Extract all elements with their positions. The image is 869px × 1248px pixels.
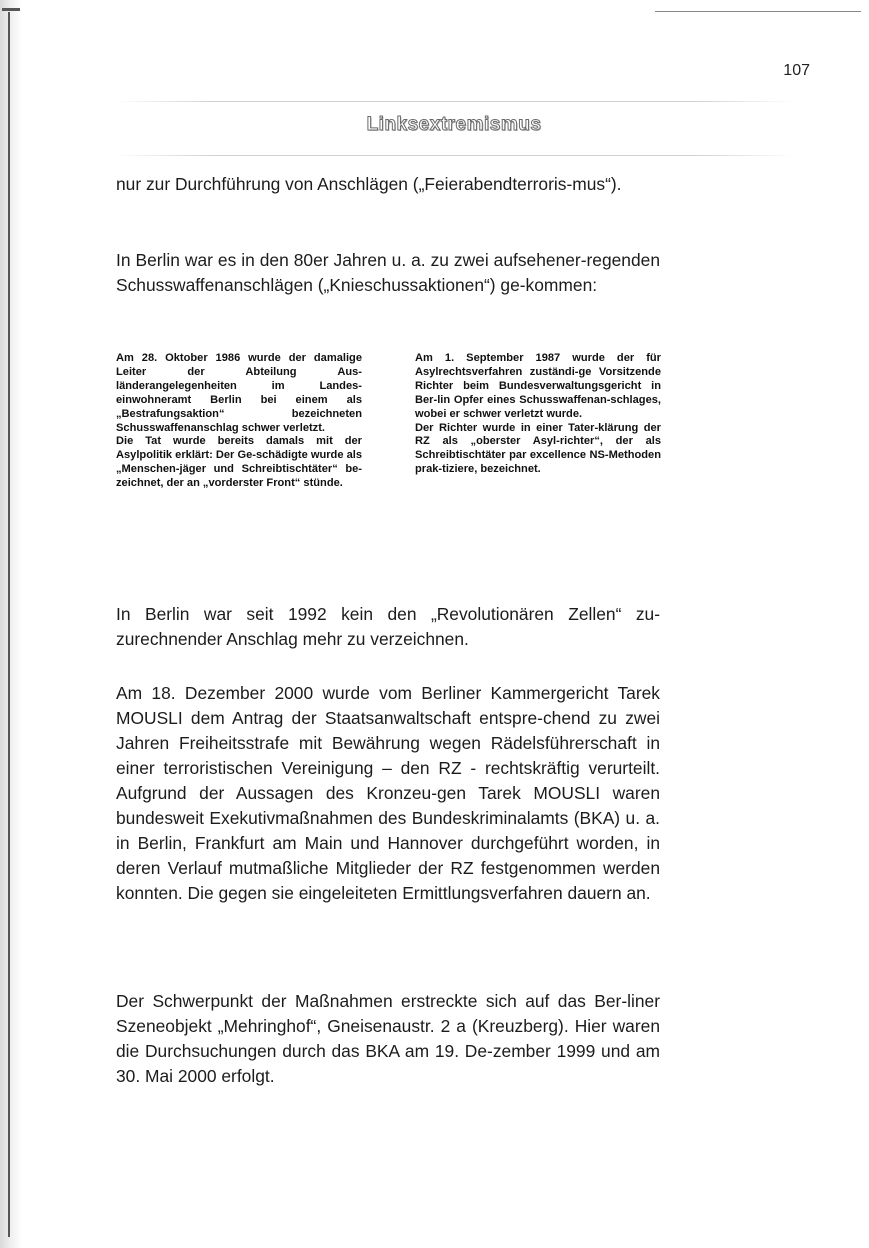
body-paragraph: Der Schwerpunkt der Maßnahmen erstreckte sich auf das Ber-liner Szeneobjekt „Mehringhof“, Gneisenaustr. 2 a (Kreuzberg). Hier waren die Durchsuchungen durch das BKA am 19. De-zember 1999 und am 30. Mai 2000 erfolgt. [116,991,660,1086]
binding-mark [2,8,20,11]
body-paragraph: In Berlin war seit 1992 kein den „Revolutionären Zellen“ zu-zurechnender Anschlag mehr zu verzeichnen. [116,604,660,649]
top-rule [655,11,861,12]
case-left-paragraph: Am 28. Oktober 1986 wurde der damalige Leiter der Abteilung Aus-länderangelegenheiten im Landes-einwohneramt Berlin bei einem als „Bestrafungsaktion“ bezeichneten Schusswaffenanschlag schwer verletzt. [116,352,362,434]
case-right-paragraph: Am 1. September 1987 wurde der für Asylrechtsverfahren zuständi-ge Vorsitzende Richter beim Bundesverwaltungsgericht in Ber-lin Opfer eines Schusswaffenan-schlages, wobei er schwer verletzt wurde. [415,352,661,420]
header-rule-bottom [113,155,795,156]
case-column-right [415,352,661,477]
body-paragraph: In Berlin war es in den 80er Jahren u. a. zu zwei aufsehener-regenden Schusswaffenanschlägen („Knieschussaktionen“) ge-kommen: [116,250,660,295]
body-paragraph: Am 18. Dezember 2000 wurde vom Berliner Kammergericht Tarek MOUSLI dem Antrag der Staatsanwaltschaft entspre-chend zu zwei Jahren Freiheitsstrafe mit Bewährung wegen Rädelsführerschaft in einer terroristischen Vereinigung – den RZ - rechtskräftig verurteilt. Aufgrund der Aussagen des Kronzeu-gen Tarek MOUSLI waren bundesweit Exekutivmaßnahmen des Bundeskriminalamts (BKA) u. a. in Berlin, Frankfurt am Main und Hannover durchgeführt worden, in deren Verlauf mutmaßliche Mitglieder der RZ festgenommen werden konnten. Die gegen sie eingeleiteten Ermittlungsverfahren dauern an. [116,683,660,903]
body-paragraph: nur zur Durchführung von Anschlägen („Feierabendterroris-mus“). [116,174,622,194]
binding-edge [0,0,22,1248]
binding-line [8,12,10,1237]
header-rule-top [113,101,795,102]
case-column-left [116,352,362,491]
running-head: Linksextremismus [366,114,542,135]
case-right-paragraph: Der Richter wurde in einer Tater-klärung der RZ als „oberster Asyl-richter“, der als Schreibtischtäter par excellence NS-Methoden prak-tiziere, bezeichnet. [415,421,661,476]
page-number: 107 [783,62,810,79]
case-left-paragraph: Die Tat wurde bereits damals mit der Asylpolitik erklärt: Der Ge-schädigte wurde als „Menschen-jäger und Schreibtischtäter“ be-zeichnet, der an „vorderster Front“ stünde. [116,435,362,490]
